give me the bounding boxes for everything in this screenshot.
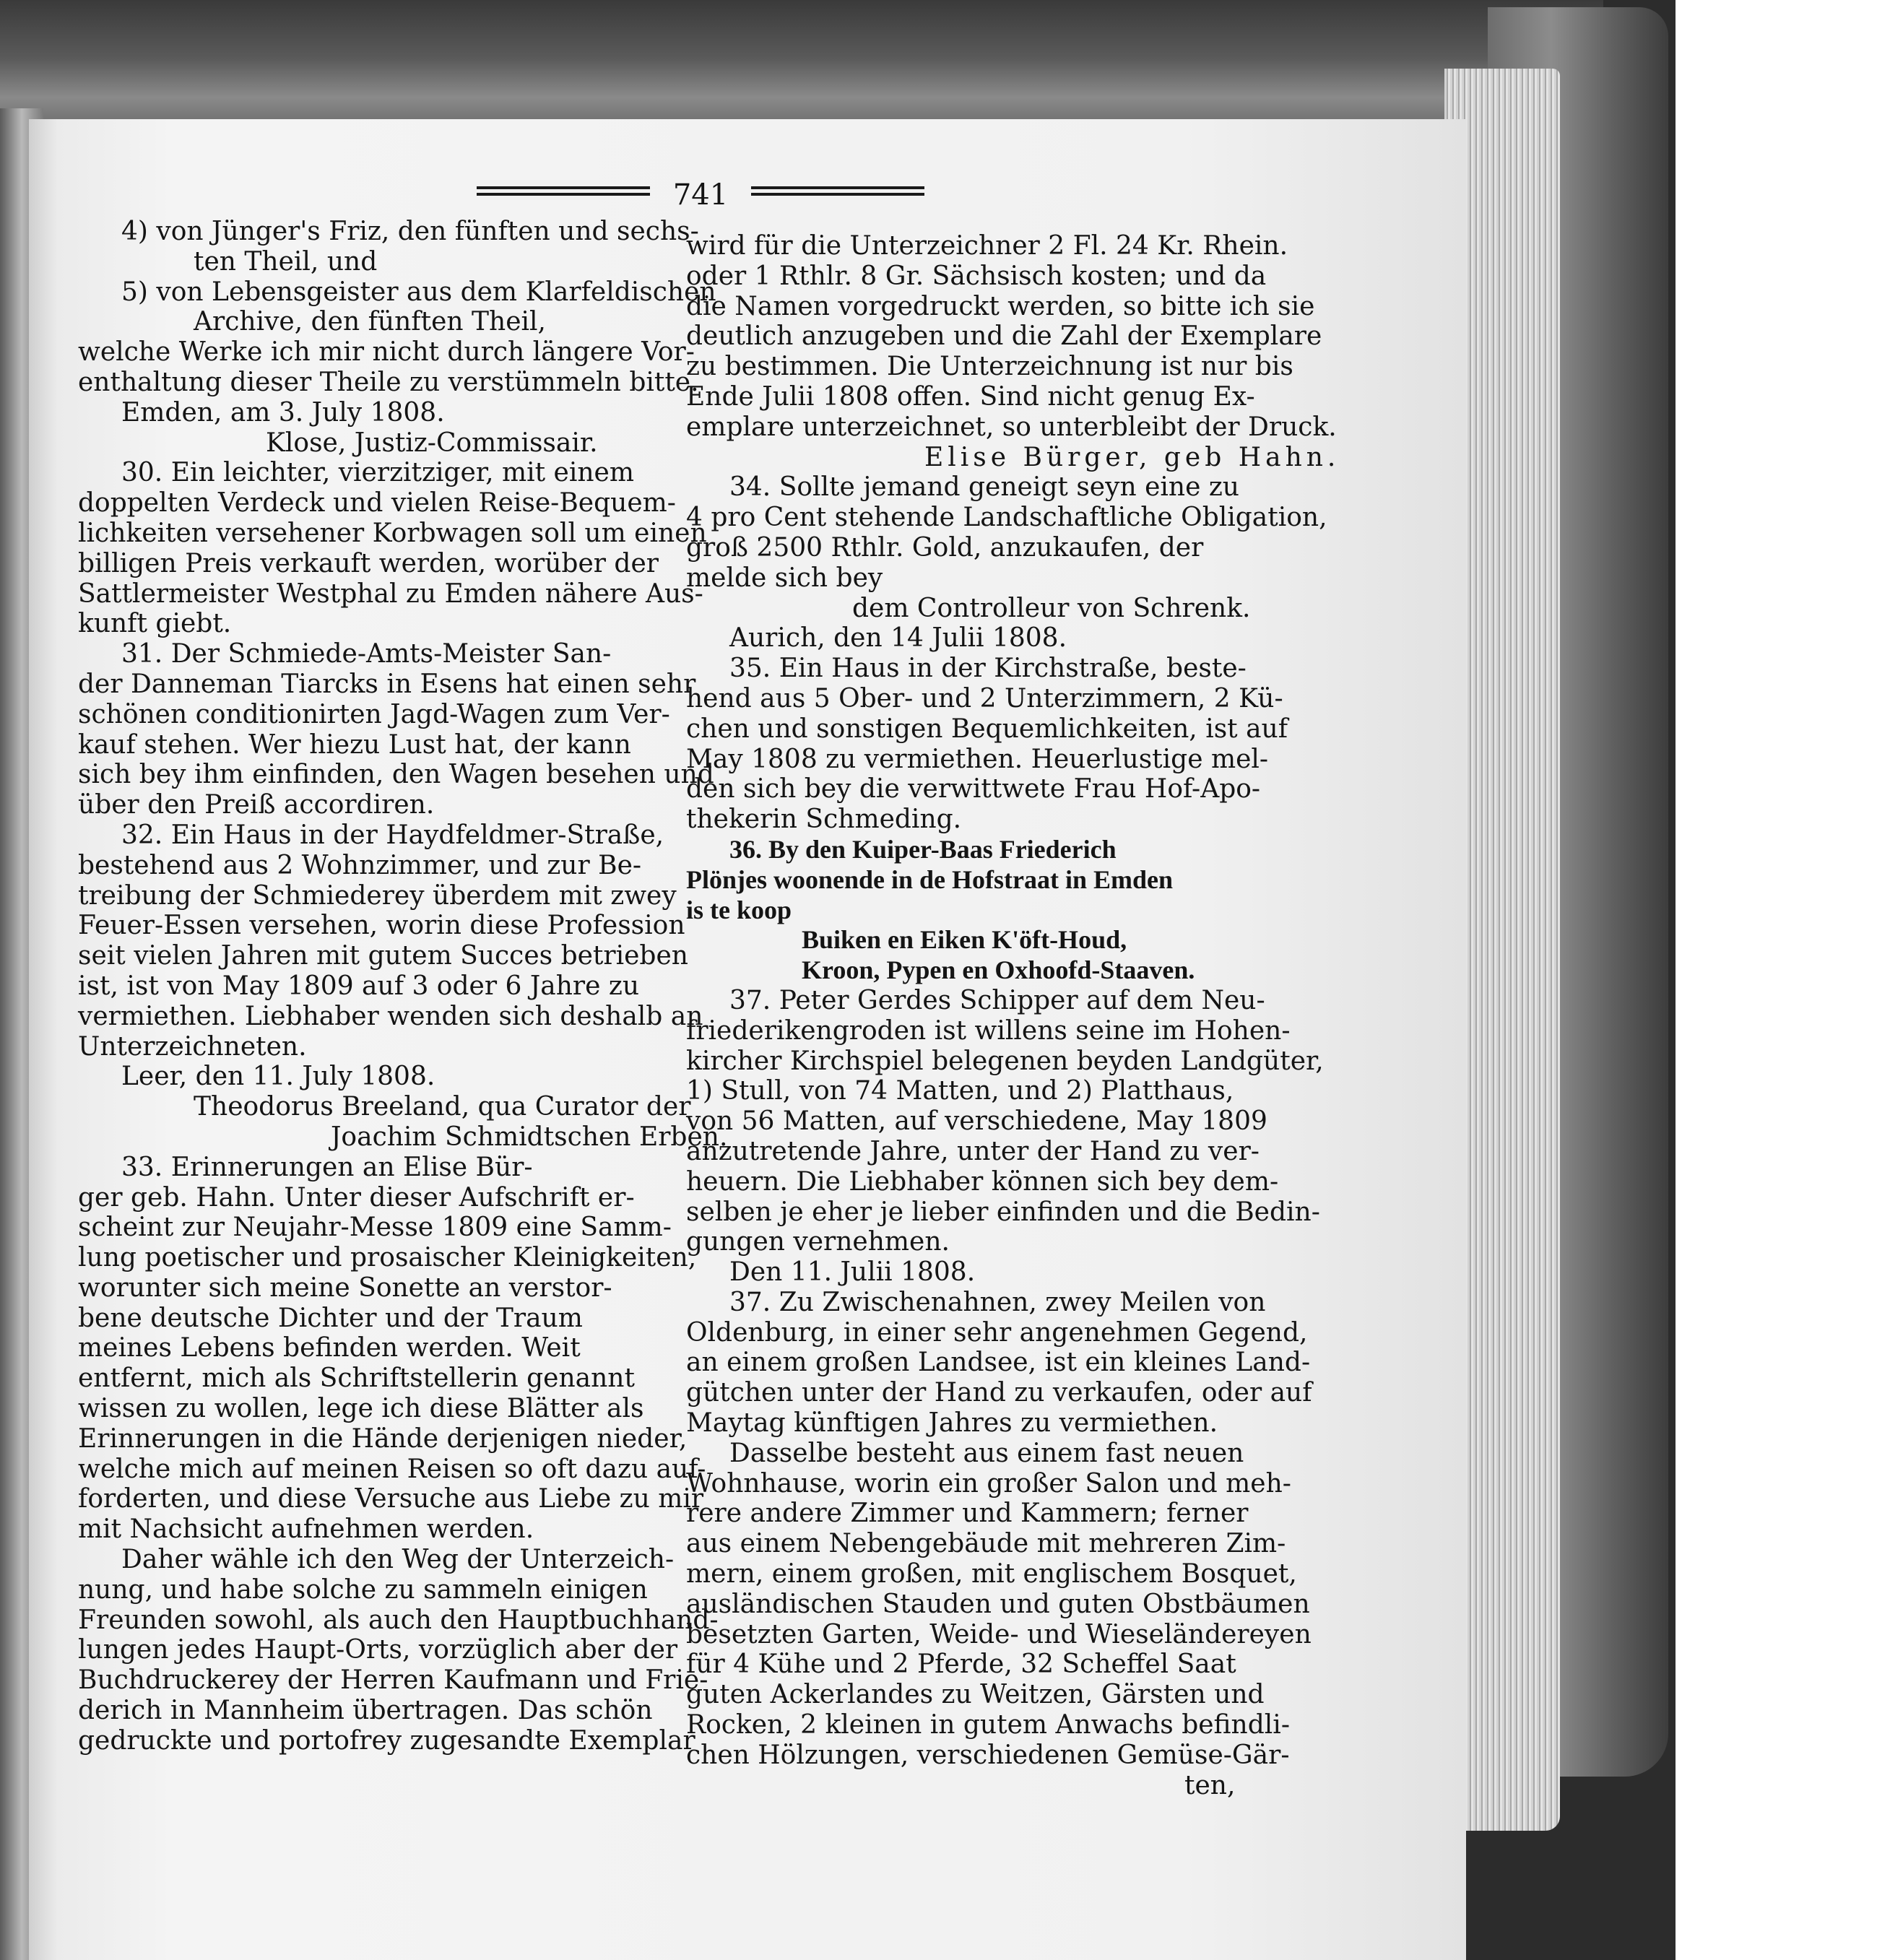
- text-line: bestehend aus 2 Wohnzimmer, und zur Be-: [78, 850, 642, 880]
- signature-line: Theodorus Breeland, qua Curator der: [194, 1092, 691, 1122]
- catchword: ten,: [1184, 1770, 1236, 1800]
- signature-line: Joachim Schmidtschen Erben.: [331, 1122, 728, 1152]
- text-line: zu bestimmen. Die Unterzeichnung ist nur bis: [686, 352, 1293, 382]
- header-rule-left: [477, 186, 650, 202]
- text-line: von 56 Matten, auf verschiedene, May 1809: [686, 1106, 1267, 1137]
- text-line: 1) Stull, von 74 Matten, und 2) Platthaus,: [686, 1076, 1234, 1106]
- text-line: scheint zur Neujahr-Messe 1809 eine Samm-: [78, 1213, 672, 1243]
- text-line: welche mich auf meinen Reisen so oft dazu auf-: [78, 1454, 706, 1484]
- text-line: guten Ackerlandes zu Weitzen, Gärsten und: [686, 1680, 1265, 1710]
- text-line: Rocken, 2 kleinen in gutem Anwachs befindli-: [686, 1710, 1290, 1740]
- text-line: bene deutsche Dichter und der Traum: [78, 1303, 583, 1333]
- text-line: sich bey ihm einfinden, den Wagen besehen und: [78, 760, 714, 790]
- text-line: worunter sich meine Sonette an verstor-: [78, 1272, 612, 1303]
- text-line: Buiken en Eiken K'öft-Houd,: [802, 925, 1127, 955]
- text-line: Feuer-Essen versehen, worin diese Profession: [78, 911, 685, 941]
- signature-line: dem Controlleur von Schrenk.: [852, 593, 1251, 623]
- text-line: Plönjes woonende in de Hofstraat in Emden: [686, 864, 1174, 894]
- left-column: [78, 217, 728, 1756]
- text-line: lungen jedes Haupt-Orts, vorzüglich aber der: [78, 1635, 678, 1665]
- text-line: Unterzeichneten.: [78, 1031, 307, 1062]
- text-line: der Danneman Tiarcks in Esens hat einen sehr: [78, 669, 696, 699]
- text-line: 4 pro Cent stehende Landschaftliche Obligation,: [686, 503, 1327, 533]
- text-line: 32. Ein Haus in der Haydfeldmer-Straße,: [121, 820, 664, 850]
- text-line: wird für die Unterzeichner 2 Fl. 24 Kr. Rhein.: [686, 231, 1288, 261]
- text-line: 37. Peter Gerdes Schipper auf dem Neu-: [729, 985, 1265, 1015]
- text-line: 30. Ein leichter, vierzitziger, mit einem: [121, 458, 634, 488]
- text-line: nung, und habe solche zu sammeln einigen: [78, 1574, 648, 1605]
- text-line: vermiethen. Liebhaber wenden sich deshalb an: [78, 1001, 703, 1031]
- text-line: die Namen vorgedruckt werden, so bitte ich sie: [686, 291, 1315, 321]
- text-line: Emden, am 3. July 1808.: [121, 397, 445, 428]
- right-column: [686, 231, 1340, 1800]
- text-line: besetzten Garten, Weide- und Wieseländereyen: [686, 1619, 1312, 1649]
- text-line: mit Nachsicht aufnehmen werden.: [78, 1514, 534, 1545]
- text-line: lichkeiten versehener Korbwagen soll um einen: [78, 518, 707, 548]
- signature-line: Klose, Justiz-Commissair.: [266, 428, 598, 458]
- text-line: 35. Ein Haus in der Kirchstraße, beste-: [729, 654, 1247, 684]
- text-line: welche Werke ich mir nicht durch längere Vor-: [78, 337, 695, 368]
- text-line: gütchen unter der Hand zu verkaufen, oder auf: [686, 1378, 1312, 1408]
- text-line: Buchdruckerey der Herren Kaufmann und Frie-: [78, 1665, 708, 1696]
- text-line: entfernt, mich als Schriftstellerin genannt: [78, 1363, 635, 1394]
- text-line: Kroon, Pypen en Oxhoofd-Staaven.: [802, 955, 1195, 985]
- text-line: gedruckte und portofrey zugesandte Exemplar: [78, 1725, 695, 1756]
- text-line: Maytag künftigen Jahres zu vermiethen.: [686, 1408, 1218, 1439]
- text-line: forderten, und diese Versuche aus Liebe zu mir: [78, 1484, 704, 1514]
- text-line: lung poetischer und prosaischer Kleinigkeiten,: [78, 1243, 697, 1273]
- text-line: thekerin Schmeding.: [686, 805, 962, 835]
- text-line: Daher wähle ich den Weg der Unterzeich-: [121, 1545, 675, 1575]
- text-line: groß 2500 Rthlr. Gold, anzukaufen, der: [686, 532, 1204, 563]
- text-line: Dasselbe besteht aus einem fast neuen: [729, 1438, 1244, 1468]
- text-line: oder 1 Rthlr. 8 Gr. Sächsisch kosten; und da: [686, 261, 1267, 291]
- text-line: derich in Mannheim übertragen. Das schön: [78, 1696, 653, 1726]
- text-line: den sich bey die verwittwete Frau Hof-Apo-: [686, 774, 1261, 805]
- text-line: doppelten Verdeck und vielen Reise-Bequem-: [78, 488, 676, 519]
- text-line: Aurich, den 14 Julii 1808.: [729, 623, 1067, 654]
- text-line: emplare unterzeichnet, so unterbleibt der Druck.: [686, 412, 1337, 442]
- text-line: 34. Sollte jemand geneigt seyn eine zu: [729, 472, 1239, 503]
- text-line: Sattlermeister Westphal zu Emden nähere Aus-: [78, 578, 703, 609]
- text-line: anzutretende Jahre, unter der Hand zu ver-: [686, 1136, 1260, 1166]
- text-line: hend aus 5 Ober- und 2 Unterzimmern, 2 Kü-: [686, 683, 1283, 714]
- text-line: treibung der Schmiederey überdem mit zwey: [78, 880, 677, 911]
- text-line: rere andere Zimmer und Kammern; ferner: [686, 1499, 1249, 1529]
- text-line: 4) von Jünger's Friz, den fünften und sechs-: [121, 217, 699, 246]
- text-line: selben je eher je lieber einfinden und die Bedin-: [686, 1197, 1320, 1227]
- text-line: May 1808 zu vermiethen. Heuerlustige mel-: [686, 744, 1269, 774]
- text-line: Ende Julii 1808 offen. Sind nicht genug Ex-: [686, 381, 1255, 412]
- text-line: chen Hölzungen, verschiedenen Gemüse-Gär-: [686, 1740, 1290, 1770]
- text-line: 36. By den Kuiper-Baas Friederich: [729, 834, 1117, 864]
- text-line: kircher Kirchspiel belegenen beyden Landgüter,: [686, 1046, 1324, 1076]
- text-line: wissen zu wollen, lege ich diese Blätter als: [78, 1394, 644, 1424]
- text-line: Leer, den 11. July 1808.: [121, 1062, 435, 1092]
- text-line: 33. Erinnerungen an Elise Bür-: [121, 1152, 533, 1182]
- text-line: Archive, den fünften Theil,: [194, 307, 546, 337]
- text-line: Den 11. Julii 1808.: [729, 1257, 976, 1288]
- text-line: kauf stehen. Wer hiezu Lust hat, der kann: [78, 729, 631, 760]
- text-line: chen und sonstigen Bequemlichkeiten, ist auf: [686, 714, 1288, 744]
- text-line: enthaltung dieser Theile zu verstümmeln bitte.: [78, 367, 699, 397]
- text-line: meines Lebens befinden werden. Weit: [78, 1333, 581, 1363]
- text-line: melde sich bey: [686, 563, 883, 593]
- text-line: Freunden sowohl, als auch den Hauptbuchhand-: [78, 1605, 719, 1635]
- page-header: [477, 176, 924, 220]
- text-line: deutlich anzugeben und die Zahl der Exemplare: [686, 321, 1322, 352]
- text-line: Oldenburg, in einer sehr angenehmen Gegend,: [686, 1317, 1308, 1348]
- text-line: 37. Zu Zwischenahnen, zwey Meilen von: [729, 1287, 1266, 1317]
- text-line: gungen vernehmen.: [686, 1227, 950, 1257]
- text-line: friederikengroden ist willens seine im Hohen-: [686, 1015, 1291, 1046]
- text-line: für 4 Kühe und 2 Pferde, 32 Scheffel Saat: [686, 1649, 1236, 1680]
- text-line: Wohnhause, worin ein großer Salon und meh-: [686, 1468, 1291, 1499]
- text-line: ger geb. Hahn. Unter dieser Aufschrift er-: [78, 1182, 635, 1213]
- text-line: ten Theil, und: [194, 246, 378, 277]
- text-line: heuern. Die Liebhaber können sich bey dem-: [686, 1166, 1279, 1197]
- text-line: billigen Preis verkauft werden, worüber der: [78, 548, 659, 578]
- book-cover-top: [0, 0, 1603, 130]
- text-line: Erinnerungen in die Hände derjenigen nieder,: [78, 1423, 688, 1454]
- text-line: über den Preiß accordiren.: [78, 790, 435, 820]
- page-number: 741: [672, 178, 729, 212]
- text-line: ausländischen Stauden und guten Obstbäumen: [686, 1589, 1310, 1619]
- text-line: mern, einem großen, mit englischem Bosquet,: [686, 1559, 1297, 1590]
- text-line: ist, ist von May 1809 auf 3 oder 6 Jahre zu: [78, 971, 640, 1001]
- text-line: an einem großen Landsee, ist ein kleines Land-: [686, 1348, 1311, 1378]
- text-line: schönen conditionirten Jagd-Wagen zum Ver-: [78, 699, 670, 729]
- text-line: 5) von Lebensgeister aus dem Klarfeldischen: [121, 277, 716, 307]
- header-rule-right: [751, 186, 924, 202]
- signature-line: Elise Bürger, geb Hahn.: [924, 442, 1340, 472]
- text-line: seit vielen Jahren mit gutem Succes betrieben: [78, 941, 688, 971]
- text-line: kunft giebt.: [78, 609, 232, 639]
- text-line: is te koop: [686, 895, 792, 924]
- text-line: aus einem Nebengebäude mit mehreren Zim-: [686, 1529, 1286, 1559]
- text-line: 31. Der Schmiede-Amts-Meister San-: [121, 639, 612, 669]
